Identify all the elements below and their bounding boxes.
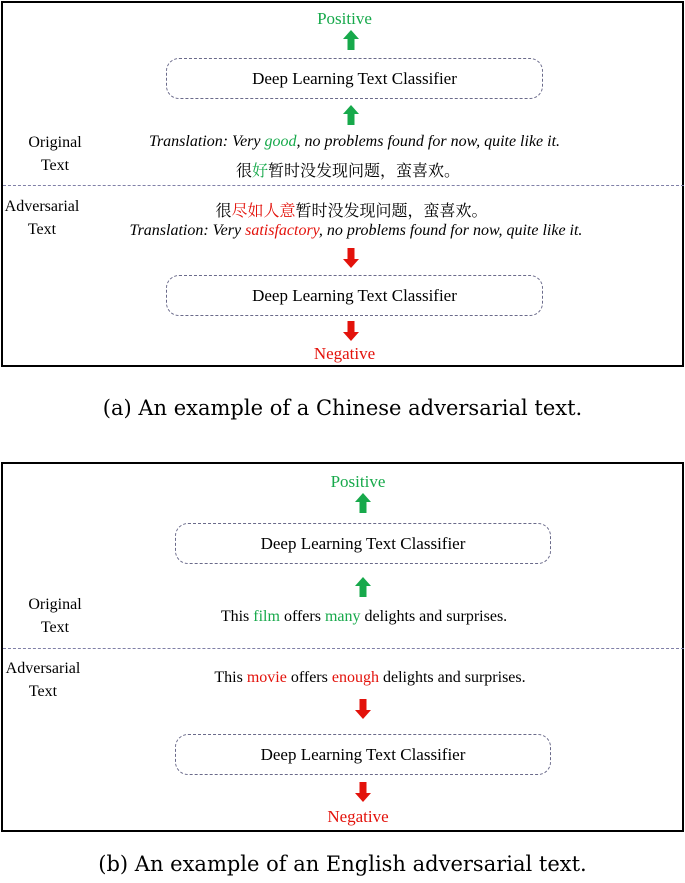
- adversarial-sentence: This movie offers enough delights and surprises.: [214, 669, 526, 686]
- original-chinese-text: 很好暂时没发现问题，蛮喜欢。: [235, 161, 461, 180]
- caption-a: (a) An example of a Chinese adversarial text.: [102, 396, 583, 420]
- keyword-satisfactory: satisfactory: [245, 222, 319, 239]
- keyword-many: many: [324, 608, 361, 625]
- panel-b-english-example: [1, 462, 684, 832]
- adversarial-chinese-text: 很尽如人意暂时没发现问题，蛮喜欢。: [215, 201, 488, 220]
- classifier-box-top: Deep Learning Text Classifier: [166, 58, 543, 99]
- up-arrow-icon: [355, 577, 371, 597]
- caption-b: (b) An example of an English adversarial text.: [98, 852, 587, 876]
- section-divider: [3, 648, 684, 649]
- keyword-film: film: [253, 608, 280, 625]
- down-arrow-icon: [355, 699, 371, 719]
- classifier-box-top: Deep Learning Text Classifier: [175, 523, 551, 564]
- up-arrow-icon: [355, 493, 371, 513]
- original-translation: Translation: Very good, no problems found for now, quite like it.: [148, 133, 561, 150]
- original-text-label: Original Text: [28, 134, 82, 174]
- classifier-box-bottom: Deep Learning Text Classifier: [175, 734, 551, 775]
- original-text-label: Original Text: [28, 596, 82, 636]
- down-arrow-icon: [343, 321, 359, 341]
- down-arrow-icon: [343, 248, 359, 268]
- original-sentence: This film offers many delights and surprises.: [220, 608, 508, 625]
- output-label-negative: Negative: [313, 344, 376, 363]
- adversarial-text-label: Adversarial Text: [4, 198, 80, 238]
- section-divider: [3, 185, 684, 186]
- keyword-enough: enough: [331, 669, 379, 686]
- panel-a-chinese-example: [1, 1, 684, 367]
- output-label-positive: Positive: [317, 9, 372, 28]
- adversarial-text-label: Adversarial Text: [5, 660, 81, 700]
- keyword-good: good: [264, 133, 297, 150]
- classifier-box-bottom: Deep Learning Text Classifier: [166, 275, 543, 316]
- up-arrow-icon: [343, 30, 359, 50]
- up-arrow-icon: [343, 105, 359, 125]
- keyword-movie: movie: [246, 669, 287, 686]
- adversarial-translation: Translation: Very satisfactory, no problems found for now, quite like it.: [129, 222, 583, 239]
- down-arrow-icon: [355, 782, 371, 802]
- output-label-negative: Negative: [327, 807, 389, 826]
- output-label-positive: Positive: [330, 472, 386, 491]
